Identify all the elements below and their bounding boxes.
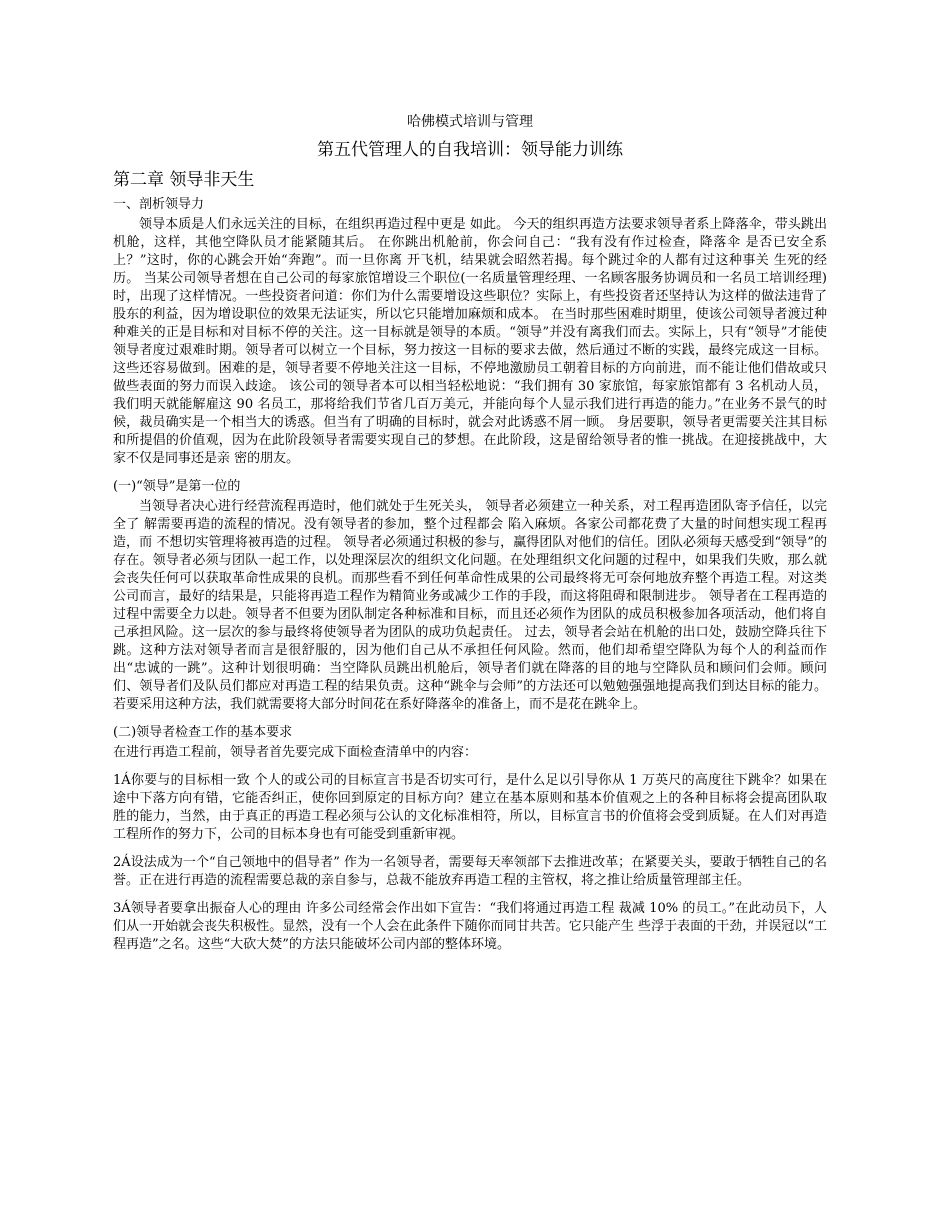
paragraph-leadership-essence: 领导本质是人们永远关注的目标，在组织再造过程中更是 如此。 今天的组织再造方法要求领导者系上降落伞，带头跳出 机舱，这样，其他空降队员才能紧随其后。 在你跳出机舱前，你会问自己：“我有没有作过检查，降落伞 是否已安全系上？”这时，你的心跳会开始“奔跑”。而一旦你离 开飞机，结果就会昭然若揭。每个跳过伞的人都有过这种事关 生死的经历。 当某公司领导者想在自己公司的每家旅馆增设三个职位(一名质量管理经理、一名顾客服务协调员和一名员工培训经理)时，出现了这样情况。一些投资者问道：你们为什么需要增设这些职位？实际上，有些投资者还坚持认为这样的做法违背了股东的利益，因为增设职位的效果无法证实，所以它只能增加麻烦和成本。 在当时那些困难时期里，使该公司领导者渡过种种难关的正是目标和对目标不停的关注。这一目标就是领导的本质。“领导”并没有离我们而去。实际上，只有“领导”才能使领导者度过艰难时期。领导者可以树立一个目标，努力按这一目标的要求去做，然后通过不断的实践，最终完成这一目标。这些还容易做到。困难的是，领导者要不停地关注这一目标，不停地激励员工朝着目标的方向前进，而不能让他们借故或只做些表面的努力而误入歧途。 该公司的领导者本可以相当轻松地说：“我们拥有 30 家旅馆，每家旅馆都有 3 名机动人员，我们明天就能解雇这 90 名员工，那将给我们节省几百万美元，并能向每个人显示我们进行再造的能力。”在业务不景气的时候，裁员确实是一个相当大的诱惑。但当有了明确的目标时，就会对此诱惑不屑一顾。 身居要职，领导者更需要关注其目标和所提倡的价值观，因为在此阶段领导者需要实现自己的梦想。在此阶段，这是留给领导者的惟一挑战。在迎接挑战中，大家不仅是同事还是亲 密的朋友。 [113, 217, 827, 466]
paragraph-leadership-first: 当领导者决心进行经营流程再造时，他们就处于生死关头， 领导者必须建立一种关系，对工程再造团队寄予信任，以完全了 解需要再造的流程的情况。没有领导者的参加，整个过程都会 陷入麻烦。各家公司都花费了大量的时间想实现工程再造，而 不想切实管理将被再造的过程。 领导者必须通过积极的参与，赢得团队对他们的信任。团队必须每天感受到“领导”的存在。领导者必须与团队一起工作，以处理深层次的组织文化问题。在处理组织文化问题的过程中，如果我们失败，那么就会丧失任何可以获取革命性成果的良机。而那些看不到任何革命性成果的公司最终将无可奈何地放弃整个再造工程。对这类公司而言，最好的结果是，只能将再造工程作为精简业务或减少工作的手段，而这将阻碍和限制进步。 领导者在工程再造的过程中需要全力以赴。领导者不但要为团队制定各种标准和目标，而且还必须作为团队的成员积极参加各项活动，他们将自己承担风险。这一层次的参与最终将使领导者为团队的成功负起责任。 过去，领导者会站在机舱的出口处，鼓励空降兵往下跳。这种方法对领导者而言是很舒服的，因为他们自己从不承担任何风险。然而，他们却希望空降队为每个人的利益而作出“忠诚的一跳”。这种计划很明确：当空降队员跳出机舱后，领导者们就在降落的目的地与空降队员和顾问们会师。顾问们、领导者们及队员们都应对再造工程的结果负责。这种“跳伞与会师”的方法还可以勉勉强强地提高我们到达目标的能力。若要采用这种方法，我们就需要将大部分时间花在系好降落伞的准备上，而不是花在跳伞上。 [113, 499, 827, 712]
checklist-item-1: 1Á你要与的目标相一致 个人的或公司的目标宣言书是否切实可行，是什么足以引导你从 1 万英尺的高度往下跳伞？如果在途中下落方向有错，它能否纠正，使你回到原定的目标方向？建立在基本原则和基本价值观之上的各种目标将会提高团队取胜的能力，当然，由于真正的再造工程必须与公认的文化标准相符，所以，目标宣言书的价值将会受到质疑。在人们对再造工程所作的努力下，公司的目标本身也有可能受到重新审视。 [113, 773, 827, 842]
document-page [113, 112, 827, 964]
paragraph-checklist-intro: 在进行再造工程前，领导者首先要完成下面检查清单中的内容： [113, 745, 478, 760]
checklist-item-2: 2Á设法成为一个“自己领地中的倡导者” 作为一名领导者，需要每天率领部下去推进改革；在紧要关头，要敢于牺牲自己的名誉。正在进行再造的流程需要总裁的亲自参与，总裁不能放弃再造工程的主管权，将之推让给质量管理部主任。 [113, 855, 827, 888]
section-heading-checklist: (二)领导者检查工作的基本要求 [113, 725, 293, 740]
chapter-heading: 第二章 领导非天生 [113, 170, 255, 190]
document-subtitle: 第五代管理人的自我培训：领导能力训练 [317, 140, 623, 160]
section-heading-leadership-first: (一)“领导”是第一位的 [113, 479, 241, 494]
document-title: 哈佛模式培训与管理 [407, 114, 533, 130]
checklist-item-3: 3Á领导者要拿出振奋人心的理由 许多公司经常会作出如下宣告：“我们将通过再造工程 裁减 10% 的员工。”在此动员下，人们从一开始就会丧失积极性。显然，没有一个人会在此条件下随你而同甘共苦。它只能产生 些浮于表面的干劲，并误冠以“工程再造”之名。这些“大砍大焚”的方法只能破坏公司内部的整体环境。 [113, 901, 827, 952]
section-heading-analysis: 一、剖析领导力 [113, 197, 205, 212]
